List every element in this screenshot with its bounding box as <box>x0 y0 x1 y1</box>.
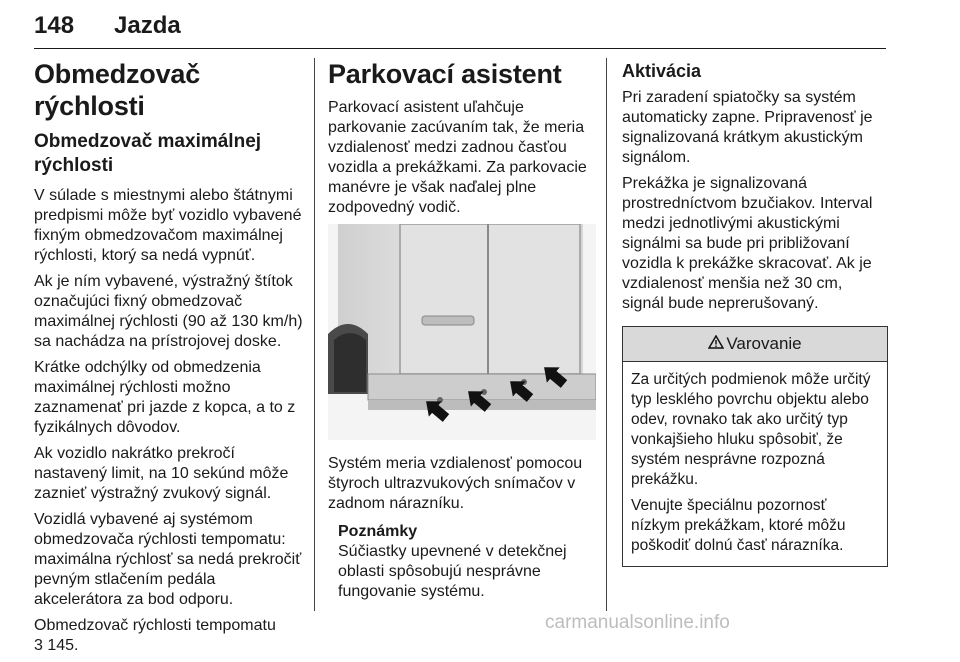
paragraph: Ak vozidlo nakrátko prekročí nastavený limit, na 10 sekúnd môže zaznieť výstražný zvukový signál. <box>34 445 289 502</box>
figure-rear-bumper-sensors <box>328 224 596 440</box>
warning-paragraph: Venujte špeciálnu pozornosť nízkym prekážkam, ktoré môžu poškodiť dolnú časť nárazníka. <box>631 497 846 554</box>
column-activation <box>622 58 888 567</box>
cross-reference-page[interactable]: 145. <box>47 637 79 654</box>
door-handle <box>422 316 474 325</box>
warning-paragraph: Za určitých podmienok môže určitý typ lesklého povrchu objektu alebo odev, rovnako tak ako určitý typ vonkajšieho hluku spôsobiť, že systém nesprávne rozpozná prekážku. <box>631 371 871 488</box>
warning-body <box>623 362 887 566</box>
note-box <box>328 522 596 602</box>
paragraph: Pri zaradení spiatočky sa systém automaticky zapne. Pripravenosť je signalizovaná krátkym akustickým signálom. <box>622 89 873 166</box>
paragraph: Vozidlá vybavené aj systémom obmedzovača rýchlosti tempomatu: maximálna rýchlosť sa nedá prekročiť pevným stlačením pedála akcelerátora za bod odporu. <box>34 511 302 608</box>
page-ref-arrow-icon: 3 <box>34 637 43 654</box>
column-divider <box>606 58 607 611</box>
paragraph: Parkovací asistent uľahčuje parkovanie zacúvaním tak, že meria vzdialenosť medzi zadnou časťou vozidla a prekážkami. Za parkovacie manévre je však naďalej plne zodpovedný vodič. <box>328 99 587 216</box>
rear-doors <box>400 224 580 374</box>
warning-box <box>622 326 888 567</box>
note-title: Poznámky <box>338 523 418 540</box>
paragraph: V súlade s miestnymi alebo štátnymi predpismi môže byť vozidlo vybavené fixným obmedzovačom maximálnej rýchlosti, ktorý sa nedá vypnúť. <box>34 187 302 264</box>
section-title: Jazda <box>114 12 181 39</box>
cross-reference <box>34 616 304 656</box>
cross-reference-text: Obmedzovač rýchlosti tempomatu <box>34 617 276 634</box>
heading-activation: Aktivácia <box>622 61 702 81</box>
tire <box>334 333 366 392</box>
page-header <box>34 8 886 49</box>
heading-speed-limiter: Obmedzovač rýchlosti <box>34 59 201 121</box>
paragraph: Systém meria vzdialenosť pomocou štyroch ultrazvukových snímačov v zadnom nárazníku. <box>328 455 583 512</box>
note-text: Súčiastky upevnené v detekčnej oblasti spôsobujú nesprávne fungovanie systému. <box>338 543 567 600</box>
column-speed-limiter <box>34 58 304 662</box>
paragraph: Krátke odchýlky od obmedzenia maximálnej rýchlosti možno zaznamenať pri jazde z kopca, a to z fyzikálnych dôvodov. <box>34 359 296 436</box>
heading-parking-assist: Parkovací asistent <box>328 59 562 89</box>
column-parking-assist <box>328 58 596 608</box>
warning-header <box>623 327 887 362</box>
column-divider <box>314 58 315 611</box>
warning-triangle-icon <box>708 334 724 354</box>
paragraph: Prekážka je signalizovaná prostredníctvom bzučiakov. Interval medzi jednotlivými akustickými signálmi sa bude pri približovaní vozidla k prekážke skracovať. Ak je vzdialenosť menšia než 30 cm, signál bude neprerušovaný. <box>622 175 873 312</box>
van-rear-illustration <box>328 224 596 440</box>
warning-title: Varovanie <box>726 334 802 353</box>
paragraph: Ak je ním vybavené, výstražný štítok označujúci fixný obmedzovač maximálnej rýchlosti (90 až 130 km/h) sa nachádza na prístrojovej doske. <box>34 273 303 350</box>
watermark: carmanualsonline.info <box>545 612 730 633</box>
page-number: 148 <box>34 12 75 39</box>
subheading-max-speed-limiter: Obmedzovač maximálnej rýchlosti <box>34 131 262 176</box>
